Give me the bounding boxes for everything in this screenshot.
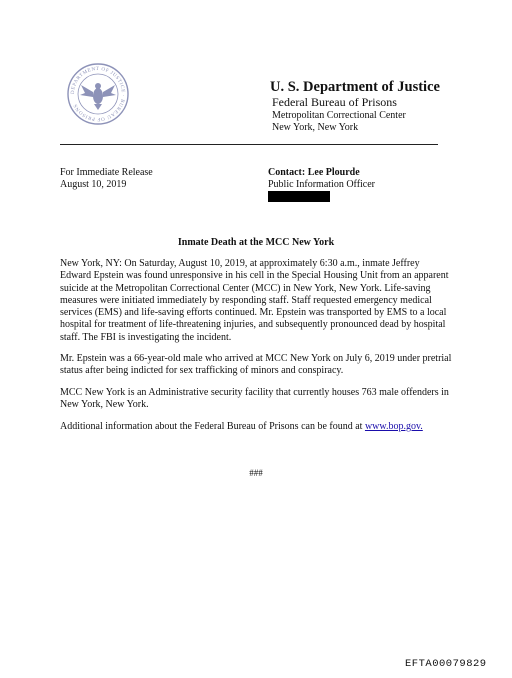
release-label: For Immediate Release (60, 167, 153, 178)
bop-website-link[interactable]: www.bop.gov. (364, 421, 423, 432)
document-id: EFTA00079829 (405, 658, 487, 670)
redaction-box (268, 191, 330, 202)
contact-name: Contact: Lee Plourde (268, 167, 360, 178)
release-block (60, 167, 153, 191)
paragraph-incident: New York, NY: On Saturday, August 10, 2019, at approximately 6:30 a.m., inmate Jeffrey Edward Epstein was found unresponsive in his cell in the Special Housing Unit from an apparent suicide at the Metropolitan Correctional Center (MCC) in New York, New York. Life-saving measures were initiated immediately by responding staff. Staff requested emergency medical services (EMS) and life-saving efforts continued. Mr. Epstein was transported by EMS to a local hospital for treatment of life-threatening injuries, and subsequently pronounced dead by hospital staff. The FBI is investigating the incident. (60, 258, 449, 343)
header-divider (60, 144, 438, 145)
facility-location: New York, New York (272, 122, 359, 133)
paragraph-inmate-background: Mr. Epstein was a 66-year-old male who arrived at MCC New York on July 6, 2019 under pretrial status after being indicted for sex trafficking of minors and conspiracy. (60, 353, 452, 377)
additional-info-text: Additional information about the Federal Bureau of Prisons can be found at (60, 421, 365, 432)
contact-block (268, 167, 375, 191)
department-title: U. S. Department of Justice (270, 79, 440, 95)
end-mark: ### (249, 468, 263, 478)
seal-text: DEPARTMENT OF JUSTICE · BUREAU OF PRISONS (70, 66, 126, 122)
eagle-icon (80, 83, 116, 110)
department-seal (66, 62, 130, 126)
contact-title: Public Information Officer (268, 179, 376, 190)
press-release-headline: Inmate Death at the MCC New York (177, 237, 335, 248)
release-date: August 10, 2019 (60, 179, 127, 190)
facility-name: Metropolitan Correctional Center (272, 110, 406, 121)
paragraph-additional-info (60, 421, 452, 433)
paragraph-facility-info: MCC New York is an Administrative security facility that currently houses 763 male offenders in New York, New York. (60, 387, 449, 411)
bureau-name: Federal Bureau of Prisons (272, 95, 397, 109)
